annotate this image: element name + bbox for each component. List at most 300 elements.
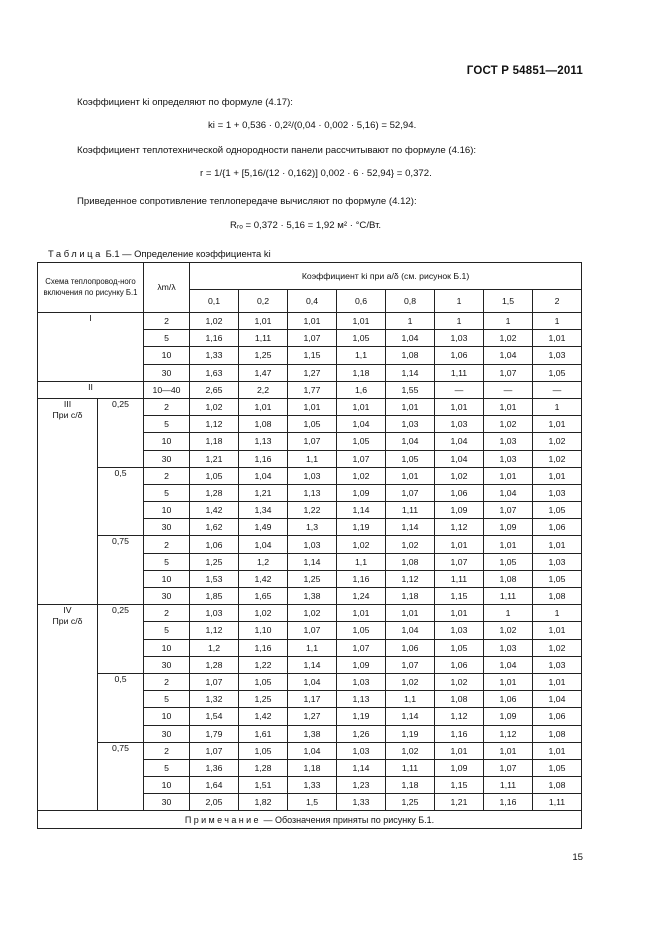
cd-value-cell: 0,25 [98, 398, 144, 467]
group-roman: IV [63, 605, 72, 616]
value-cell: 1,03 [484, 450, 533, 467]
value-cell: 1,02 [288, 605, 337, 622]
value-cell: 1,12 [435, 708, 484, 725]
value-cell: 1,09 [484, 519, 533, 536]
value-cell: 1,1 [386, 691, 435, 708]
value-cell: 1,05 [533, 570, 582, 587]
value-cell: 1,04 [386, 622, 435, 639]
value-cell: 1,06 [533, 519, 582, 536]
value-cell: 1,42 [239, 708, 288, 725]
value-cell: 1,03 [435, 330, 484, 347]
value-cell: 1,06 [435, 347, 484, 364]
value-cell: 1,25 [239, 691, 288, 708]
value-cell: 1,14 [386, 708, 435, 725]
value-cell: 2,05 [190, 794, 239, 811]
value-cell: 1,07 [337, 450, 386, 467]
value-cell: 1,38 [288, 588, 337, 605]
value-cell: 1,07 [484, 759, 533, 776]
value-cell: 1,01 [435, 398, 484, 415]
value-cell: 1,04 [533, 691, 582, 708]
header-col: 2 [533, 290, 582, 313]
value-cell: 2,65 [190, 381, 239, 398]
value-cell: 1,01 [239, 313, 288, 330]
value-cell: 1,01 [239, 398, 288, 415]
value-cell: 1,25 [288, 570, 337, 587]
value-cell: 1,42 [190, 502, 239, 519]
value-cell: 1,09 [435, 502, 484, 519]
lambda-cell: 5 [144, 416, 190, 433]
value-cell: 1,02 [190, 313, 239, 330]
value-cell: 1,16 [239, 639, 288, 656]
value-cell: 1,13 [239, 433, 288, 450]
value-cell: 1,05 [337, 622, 386, 639]
value-cell: 1,15 [288, 347, 337, 364]
value-cell: 1,07 [288, 622, 337, 639]
value-cell: 1,07 [386, 484, 435, 501]
value-cell: 1,03 [533, 553, 582, 570]
value-cell: 1,11 [386, 759, 435, 776]
lambda-cell: 10 [144, 777, 190, 794]
table-row [38, 467, 582, 484]
value-cell: 1,03 [190, 605, 239, 622]
value-cell: 1,24 [337, 588, 386, 605]
value-cell: 1,04 [435, 433, 484, 450]
header-col: 0,6 [337, 290, 386, 313]
value-cell: 1,63 [190, 364, 239, 381]
value-cell: 1,19 [337, 519, 386, 536]
value-cell: 1,05 [386, 450, 435, 467]
value-cell: 1,03 [288, 467, 337, 484]
header-col: 1 [435, 290, 484, 313]
group-label-i: I [38, 313, 144, 382]
value-cell: 1,1 [288, 450, 337, 467]
lambda-cell: 10 [144, 347, 190, 364]
value-cell: 1,05 [337, 330, 386, 347]
value-cell: 1,05 [239, 742, 288, 759]
cd-value-cell: 0,5 [98, 467, 144, 536]
value-cell: 1,15 [435, 588, 484, 605]
value-cell: 1,1 [288, 639, 337, 656]
value-cell: 1,05 [484, 553, 533, 570]
value-cell: 1,01 [533, 330, 582, 347]
value-cell: 1,01 [533, 622, 582, 639]
value-cell: 1,02 [190, 398, 239, 415]
value-cell: 1,01 [337, 313, 386, 330]
paragraph-r-intro: Коэффициент теплотехнической однородности панели рассчитывают по формуле (4.16): [77, 145, 477, 156]
value-cell: 1,07 [337, 639, 386, 656]
value-cell: 1,62 [190, 519, 239, 536]
value-cell: 1,18 [190, 433, 239, 450]
value-cell: 1,03 [533, 484, 582, 501]
value-cell: 1,05 [533, 502, 582, 519]
value-cell: 1,54 [190, 708, 239, 725]
cd-value-cell: 0,5 [98, 673, 144, 742]
value-cell: 1,33 [288, 777, 337, 794]
value-cell: 1,01 [386, 398, 435, 415]
group-label-iv [38, 605, 98, 811]
value-cell: 1,33 [337, 794, 386, 811]
table-row [38, 398, 582, 415]
document-code: ГОСТ Р 54851—2011 [466, 65, 583, 77]
value-cell: 1,36 [190, 759, 239, 776]
value-cell: 1,13 [337, 691, 386, 708]
lambda-cell: 30 [144, 588, 190, 605]
value-cell: 1,11 [484, 777, 533, 794]
lambda-cell: 30 [144, 725, 190, 742]
value-cell: 1,07 [386, 656, 435, 673]
value-cell: 1,12 [190, 622, 239, 639]
value-cell: 1,01 [435, 742, 484, 759]
value-cell: 1,1 [337, 553, 386, 570]
value-cell: 1,21 [435, 794, 484, 811]
value-cell: 1,14 [288, 553, 337, 570]
value-cell: 1,06 [435, 656, 484, 673]
value-cell: 1,09 [435, 759, 484, 776]
value-cell: 1,01 [484, 742, 533, 759]
value-cell: 1 [533, 313, 582, 330]
value-cell: 1,03 [288, 536, 337, 553]
value-cell: 1,08 [435, 691, 484, 708]
lambda-cell: 5 [144, 691, 190, 708]
value-cell: 1,01 [435, 536, 484, 553]
lambda-cell: 2 [144, 467, 190, 484]
value-cell: 1,18 [386, 777, 435, 794]
value-cell: 1,85 [190, 588, 239, 605]
value-cell: 1,06 [190, 536, 239, 553]
lambda-cell: 5 [144, 553, 190, 570]
value-cell: 1,07 [190, 742, 239, 759]
value-cell: 1,28 [190, 484, 239, 501]
value-cell: 1,1 [337, 347, 386, 364]
note-text: — Обозначения приняты по рисунку Б.1. [260, 814, 435, 825]
header-coefficient: Коэффициент kі при a/δ (см. рисунок Б.1) [190, 263, 582, 290]
header-col: 0,1 [190, 290, 239, 313]
value-cell: 1,02 [533, 639, 582, 656]
value-cell: 1,04 [435, 450, 484, 467]
value-cell: 1,33 [190, 347, 239, 364]
value-cell: 1,12 [435, 519, 484, 536]
value-cell: 1,18 [386, 588, 435, 605]
table-row [38, 742, 582, 759]
lambda-cell: 30 [144, 450, 190, 467]
value-cell: 1,04 [239, 536, 288, 553]
table-note [38, 811, 582, 829]
lambda-cell: 2 [144, 536, 190, 553]
value-cell: 1,28 [190, 656, 239, 673]
value-cell: 1,03 [533, 347, 582, 364]
group-label-iii [38, 398, 98, 604]
value-cell: 1,03 [337, 742, 386, 759]
lambda-cell: 2 [144, 313, 190, 330]
value-cell: 1,01 [288, 313, 337, 330]
value-cell: 1 [484, 605, 533, 622]
header-col: 0,4 [288, 290, 337, 313]
value-cell: 1,08 [533, 777, 582, 794]
lambda-cell: 10 [144, 502, 190, 519]
value-cell: 1,08 [484, 570, 533, 587]
lambda-cell: 10—40 [144, 381, 190, 398]
value-cell: 1,26 [337, 725, 386, 742]
value-cell: 1,04 [484, 656, 533, 673]
header-col: 0,8 [386, 290, 435, 313]
value-cell: 1,65 [239, 588, 288, 605]
value-cell: 1,14 [386, 519, 435, 536]
value-cell: 1,14 [386, 364, 435, 381]
value-cell: 1,03 [484, 433, 533, 450]
value-cell: 1,2 [190, 639, 239, 656]
lambda-cell: 10 [144, 708, 190, 725]
value-cell: 1 [533, 398, 582, 415]
value-cell: 1,16 [484, 794, 533, 811]
lambda-cell: 30 [144, 656, 190, 673]
value-cell: 1,04 [484, 347, 533, 364]
formula-r: r = 1/{1 + [5,16/(12 · 0,162)] 0,002 · 6 · 52,94} = 0,372. [200, 168, 432, 179]
value-cell: 1,25 [190, 553, 239, 570]
value-cell: 1,02 [386, 742, 435, 759]
value-cell: 1,25 [386, 794, 435, 811]
value-cell: 1,03 [337, 673, 386, 690]
value-cell: 1,11 [239, 330, 288, 347]
value-cell: 1,08 [386, 347, 435, 364]
value-cell: 1,12 [190, 416, 239, 433]
value-cell: 1,07 [288, 433, 337, 450]
value-cell: 1,03 [533, 656, 582, 673]
value-cell: 1,38 [288, 725, 337, 742]
group-cd-label: При c/δ [52, 616, 83, 627]
value-cell: 1,21 [239, 484, 288, 501]
page-number: 15 [572, 852, 583, 863]
value-cell: 1,49 [239, 519, 288, 536]
paragraph-ki-intro: Коэффициент kі определяют по формуле (4.17): [77, 97, 293, 108]
value-cell: 1,13 [288, 484, 337, 501]
value-cell: 1,16 [337, 570, 386, 587]
lambda-cell: 10 [144, 570, 190, 587]
value-cell: 1,11 [533, 794, 582, 811]
value-cell: 1,01 [533, 673, 582, 690]
value-cell: 1,21 [190, 450, 239, 467]
value-cell: 1,16 [435, 725, 484, 742]
value-cell: 1,02 [337, 467, 386, 484]
value-cell: 1,06 [533, 708, 582, 725]
value-cell: 1,01 [484, 467, 533, 484]
value-cell: 1,04 [288, 742, 337, 759]
value-cell: 1,2 [239, 553, 288, 570]
value-cell: 1 [484, 313, 533, 330]
group-cd-label: При c/δ [52, 409, 83, 420]
value-cell: 1,01 [386, 605, 435, 622]
value-cell: 1,02 [337, 536, 386, 553]
formula-r0: Rᵣₒ = 0,372 · 5,16 = 1,92 м² · °С/Вт. [230, 220, 382, 231]
value-cell: 1,16 [239, 450, 288, 467]
value-cell: 1,07 [288, 330, 337, 347]
value-cell: 1,08 [386, 553, 435, 570]
lambda-cell: 30 [144, 794, 190, 811]
value-cell: 1,5 [288, 794, 337, 811]
value-cell: 1,77 [288, 381, 337, 398]
value-cell: 1,14 [288, 656, 337, 673]
lambda-cell: 2 [144, 398, 190, 415]
value-cell: 1,03 [484, 639, 533, 656]
value-cell: 1,02 [533, 450, 582, 467]
value-cell: 1,08 [533, 725, 582, 742]
value-cell: 1,23 [337, 777, 386, 794]
value-cell: 1,19 [337, 708, 386, 725]
value-cell: 1,02 [435, 673, 484, 690]
value-cell: 1,01 [386, 467, 435, 484]
value-cell: 1,07 [190, 673, 239, 690]
value-cell: 1,34 [239, 502, 288, 519]
value-cell: 1,12 [484, 725, 533, 742]
value-cell: 1,3 [288, 519, 337, 536]
value-cell: 1,02 [484, 622, 533, 639]
value-cell: 1 [386, 313, 435, 330]
table-row [38, 313, 582, 330]
value-cell: 1,04 [239, 467, 288, 484]
value-cell: 1,18 [337, 364, 386, 381]
value-cell: 1,14 [337, 502, 386, 519]
table-row [38, 536, 582, 553]
value-cell: 1,05 [533, 364, 582, 381]
value-cell: 1,27 [288, 364, 337, 381]
lambda-cell: 2 [144, 605, 190, 622]
value-cell: 1,05 [239, 673, 288, 690]
value-cell: 1,09 [337, 484, 386, 501]
value-cell: 1,01 [533, 467, 582, 484]
value-cell: 1,01 [288, 398, 337, 415]
value-cell: 1,07 [435, 553, 484, 570]
header-scheme: Схема теплопровод-ного включения по рисунку Б.1 [38, 263, 144, 313]
value-cell: 1,79 [190, 725, 239, 742]
header-col: 1,5 [484, 290, 533, 313]
value-cell: 1,16 [190, 330, 239, 347]
table-row [38, 605, 582, 622]
table-row [38, 381, 582, 398]
value-cell: 1,03 [435, 416, 484, 433]
lambda-cell: 2 [144, 673, 190, 690]
value-cell: 1,17 [288, 691, 337, 708]
cd-value-cell: 0,75 [98, 742, 144, 811]
value-cell: 1,07 [484, 502, 533, 519]
value-cell: 1,06 [386, 639, 435, 656]
value-cell: 1,01 [337, 398, 386, 415]
value-cell: 1,08 [239, 416, 288, 433]
value-cell: 1,02 [435, 467, 484, 484]
value-cell: 1,27 [288, 708, 337, 725]
value-cell: 1,01 [484, 398, 533, 415]
value-cell: 1,03 [435, 622, 484, 639]
value-cell: 1,01 [337, 605, 386, 622]
value-cell: 1,11 [386, 502, 435, 519]
coefficient-table [37, 262, 582, 829]
value-cell: 1,04 [288, 673, 337, 690]
value-cell: 1,04 [484, 484, 533, 501]
value-cell: 1,01 [533, 536, 582, 553]
lambda-cell: 30 [144, 519, 190, 536]
value-cell: 1,12 [386, 570, 435, 587]
value-cell: 1,09 [484, 708, 533, 725]
paragraph-r0-intro: Приведенное сопротивление теплопередаче вычисляют по формуле (4.12): [77, 196, 417, 207]
value-cell: 1,47 [239, 364, 288, 381]
value-cell: 1,64 [190, 777, 239, 794]
lambda-cell: 10 [144, 433, 190, 450]
lambda-cell: 5 [144, 759, 190, 776]
value-cell: 1,05 [337, 433, 386, 450]
value-cell: 1,05 [288, 416, 337, 433]
value-cell: 2,2 [239, 381, 288, 398]
value-cell: 1,05 [190, 467, 239, 484]
value-cell: 1,51 [239, 777, 288, 794]
table-caption-label: Таблица [48, 248, 103, 259]
value-cell: 1,14 [337, 759, 386, 776]
value-cell: 1,22 [239, 656, 288, 673]
value-cell: 1,11 [435, 570, 484, 587]
value-cell: 1,02 [386, 673, 435, 690]
value-cell: 1,61 [239, 725, 288, 742]
value-cell: 1,01 [533, 416, 582, 433]
value-cell: 1,01 [435, 605, 484, 622]
value-cell: 1,01 [484, 673, 533, 690]
value-cell: 1,10 [239, 622, 288, 639]
value-cell: 1,28 [239, 759, 288, 776]
value-cell: 1,6 [337, 381, 386, 398]
header-col: 0,2 [239, 290, 288, 313]
value-cell: 1,42 [239, 570, 288, 587]
value-cell: 1,05 [435, 639, 484, 656]
value-cell: 1,01 [484, 536, 533, 553]
value-cell: 1,02 [239, 605, 288, 622]
value-cell: — [484, 381, 533, 398]
value-cell: 1,01 [533, 742, 582, 759]
value-cell: 1,04 [386, 433, 435, 450]
value-cell: 1,11 [484, 588, 533, 605]
value-cell: 1,15 [435, 777, 484, 794]
cd-value-cell: 0,25 [98, 605, 144, 674]
value-cell: 1,82 [239, 794, 288, 811]
lambda-cell: 5 [144, 484, 190, 501]
value-cell: 1,08 [533, 588, 582, 605]
lambda-cell: 5 [144, 622, 190, 639]
lambda-cell: 2 [144, 742, 190, 759]
value-cell: 1,32 [190, 691, 239, 708]
value-cell: 1,04 [386, 330, 435, 347]
table-caption [48, 248, 271, 259]
value-cell: 1,05 [533, 759, 582, 776]
table-caption-text: Б.1 — Определение коэффициента kі [102, 248, 271, 259]
value-cell: 1,55 [386, 381, 435, 398]
value-cell: 1 [435, 313, 484, 330]
value-cell: — [533, 381, 582, 398]
value-cell: 1,07 [484, 364, 533, 381]
lambda-cell: 30 [144, 364, 190, 381]
lambda-cell: 10 [144, 639, 190, 656]
value-cell: 1,03 [386, 416, 435, 433]
value-cell: 1,02 [533, 433, 582, 450]
value-cell: 1,22 [288, 502, 337, 519]
group-label-ii: II [38, 381, 144, 398]
value-cell: 1,25 [239, 347, 288, 364]
formula-ki: kі = 1 + 0,536 · 0,2²/(0,04 · 0,002 · 5,16) = 52,94. [208, 120, 417, 131]
lambda-cell: 5 [144, 330, 190, 347]
value-cell: 1,02 [484, 330, 533, 347]
value-cell: 1 [533, 605, 582, 622]
cd-value-cell: 0,75 [98, 536, 144, 605]
value-cell: 1,02 [386, 536, 435, 553]
value-cell: — [435, 381, 484, 398]
value-cell: 1,06 [435, 484, 484, 501]
value-cell: 1,04 [337, 416, 386, 433]
group-roman: III [63, 398, 72, 409]
header-lambda: λm/λ [144, 263, 190, 313]
